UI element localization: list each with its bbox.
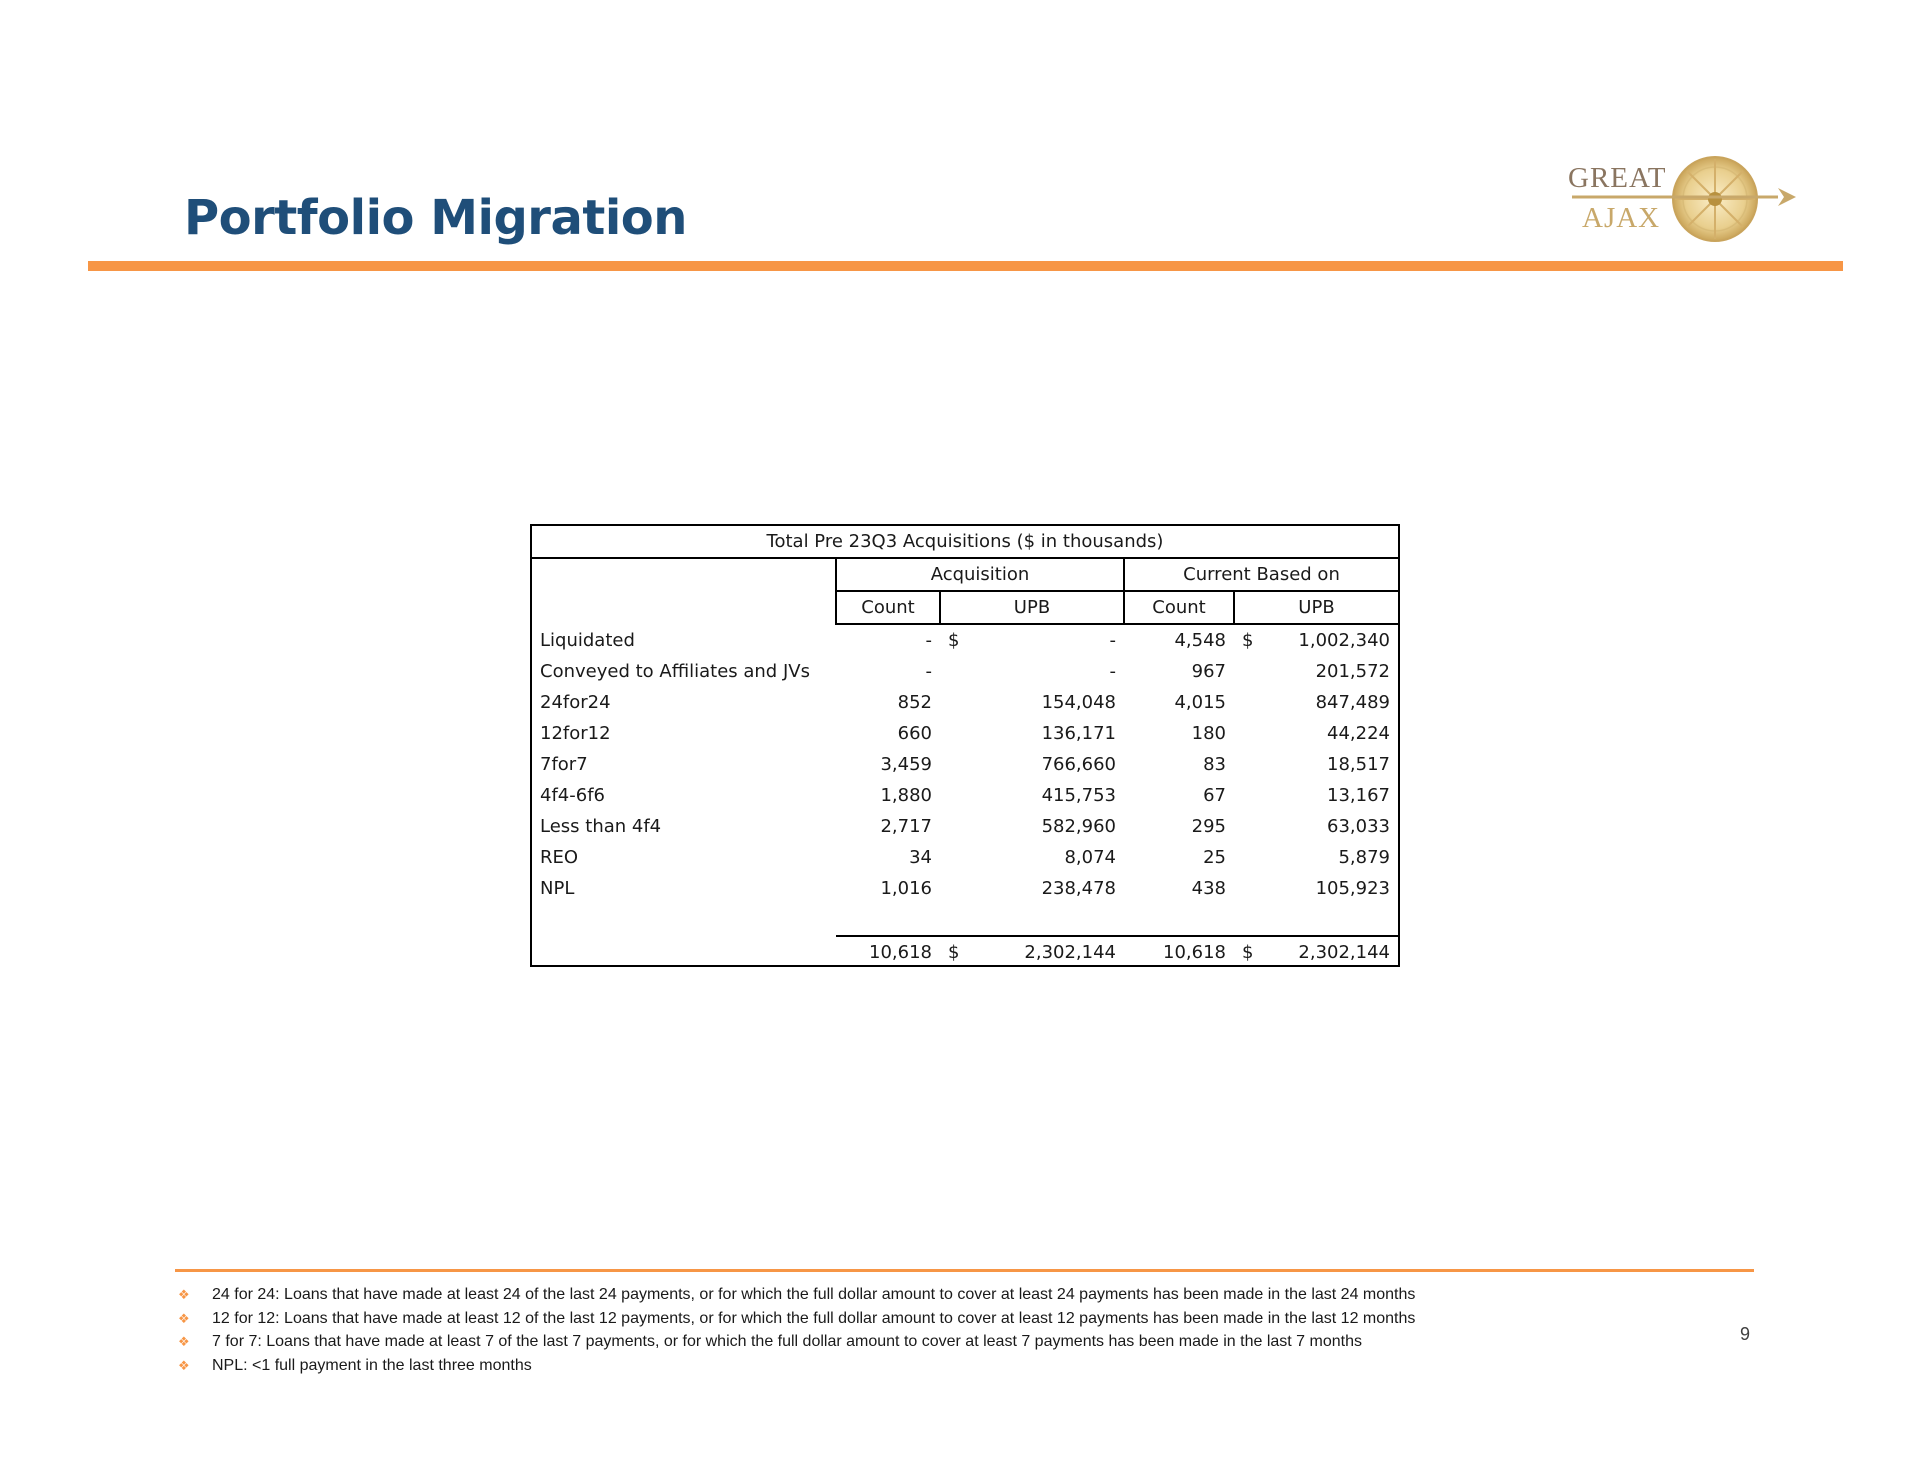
cur-upb: 63,033 bbox=[1327, 816, 1390, 837]
cur-upb: 18,517 bbox=[1327, 754, 1390, 775]
acq-count: 1,880 bbox=[880, 785, 932, 806]
acq-upb: 582,960 bbox=[1041, 816, 1116, 837]
page-title: Portfolio Migration bbox=[184, 190, 687, 246]
footnote-divider bbox=[175, 1269, 1754, 1272]
total-row bbox=[532, 936, 1398, 968]
cur-count: 25 bbox=[1203, 847, 1226, 868]
total-cur-count: 10,618 bbox=[1163, 942, 1226, 963]
footnote-text: 12 for 12: Loans that have made at least 12 of the last 12 payments, or for which the full dollar amount to cover at least 12 payments has been made in the last 12 months bbox=[212, 1309, 1416, 1327]
cur-count: 4,015 bbox=[1174, 692, 1226, 713]
cur-currency bbox=[1234, 687, 1272, 718]
footnote-item bbox=[176, 1283, 1415, 1307]
header-current: Current Based on bbox=[1124, 558, 1398, 591]
total-label bbox=[532, 936, 836, 968]
footnote-text: 7 for 7: Loans that have made at least 7 of the last 7 payments, or for which the full dollar amount to cover at least 7 payments has been made in the last 7 months bbox=[212, 1333, 1362, 1350]
acq-upb: 766,660 bbox=[1041, 754, 1116, 775]
diamond-bullet-icon: ❖ bbox=[178, 1334, 190, 1349]
diamond-bullet-icon: ❖ bbox=[178, 1357, 190, 1373]
acq-upb: 238,478 bbox=[1041, 878, 1116, 899]
row-label: Less than 4f4 bbox=[540, 816, 662, 837]
acq-currency bbox=[940, 656, 978, 687]
spacer-row bbox=[532, 904, 1398, 936]
total-cur-currency: $ bbox=[1242, 942, 1254, 963]
sub-header-row bbox=[532, 591, 1398, 624]
total-cur-upb: 2,302,144 bbox=[1298, 942, 1390, 963]
acq-count: 3,459 bbox=[880, 754, 932, 775]
page-number: 9 bbox=[1740, 1324, 1751, 1344]
cur-upb: 13,167 bbox=[1327, 785, 1390, 806]
cur-count: 438 bbox=[1191, 878, 1226, 899]
header-cur-upb: UPB bbox=[1234, 591, 1398, 624]
acq-upb: 8,074 bbox=[1064, 847, 1116, 868]
cur-upb: 847,489 bbox=[1315, 692, 1390, 713]
acq-upb: 415,753 bbox=[1041, 785, 1116, 806]
acq-currency bbox=[940, 873, 978, 904]
header-acquisition: Acquisition bbox=[836, 558, 1124, 591]
cur-upb: 1,002,340 bbox=[1298, 630, 1390, 651]
acq-currency bbox=[940, 749, 978, 780]
diamond-bullet-icon: ❖ bbox=[178, 1287, 190, 1302]
acq-count: - bbox=[925, 661, 932, 682]
header-divider bbox=[88, 261, 1843, 271]
cur-currency bbox=[1234, 749, 1272, 780]
acq-upb: - bbox=[1109, 630, 1116, 651]
cur-count: 4,548 bbox=[1174, 630, 1226, 651]
acq-count: 2,717 bbox=[880, 816, 932, 837]
total-acq-currency: $ bbox=[948, 942, 960, 963]
row-label: 24for24 bbox=[540, 692, 611, 713]
acq-currency bbox=[940, 780, 978, 811]
row-label: Liquidated bbox=[540, 629, 635, 651]
cur-count: 67 bbox=[1203, 785, 1226, 806]
header-blank bbox=[532, 558, 836, 591]
logo-text-ajax: AJAX bbox=[1582, 202, 1661, 234]
total-acq-count: 10,618 bbox=[869, 942, 932, 963]
table-row bbox=[532, 624, 1398, 656]
footnote-text: NPL: <1 full payment in the last three months bbox=[212, 1356, 532, 1374]
row-label: 4f4-6f6 bbox=[540, 785, 605, 806]
acq-currency: $ bbox=[948, 630, 960, 651]
table-row bbox=[532, 718, 1398, 749]
group-header-row bbox=[532, 558, 1398, 591]
header-blank bbox=[532, 591, 836, 624]
cur-currency bbox=[1234, 873, 1272, 904]
acq-currency bbox=[940, 718, 978, 749]
table-row bbox=[532, 811, 1398, 842]
footnote-item bbox=[176, 1354, 1415, 1378]
cur-upb: 201,572 bbox=[1315, 661, 1390, 682]
header-acq-upb: UPB bbox=[940, 591, 1124, 624]
acq-upb: - bbox=[1109, 661, 1116, 682]
acq-count: 660 bbox=[897, 723, 932, 744]
table-row bbox=[532, 780, 1398, 811]
diamond-bullet-icon: ❖ bbox=[178, 1310, 190, 1326]
row-label: Conveyed to Affiliates and JVs bbox=[540, 661, 810, 682]
cur-currency bbox=[1234, 718, 1272, 749]
header-cur-count: Count bbox=[1124, 591, 1234, 624]
footnote-text: 24 for 24: Loans that have made at least 24 of the last 24 payments, or for which the full dollar amount to cover at least 24 payments has been made in the last 24 months bbox=[212, 1286, 1416, 1303]
portfolio-table-container bbox=[530, 524, 1400, 967]
cur-count: 967 bbox=[1191, 661, 1226, 682]
table-row bbox=[532, 842, 1398, 873]
cur-upb: 5,879 bbox=[1338, 847, 1390, 868]
row-label: NPL bbox=[540, 878, 575, 899]
total-acq-upb: 2,302,144 bbox=[1024, 942, 1116, 963]
cur-upb: 44,224 bbox=[1327, 723, 1390, 744]
footnotes-list bbox=[176, 1283, 1415, 1377]
row-label: 12for12 bbox=[540, 723, 611, 744]
table-row bbox=[532, 656, 1398, 687]
cur-currency bbox=[1234, 656, 1272, 687]
cur-currency bbox=[1234, 780, 1272, 811]
table-caption-row bbox=[532, 526, 1398, 558]
acq-count: 1,016 bbox=[880, 878, 932, 899]
row-label: REO bbox=[540, 847, 579, 868]
cur-currency: $ bbox=[1242, 630, 1254, 651]
cur-currency bbox=[1234, 811, 1272, 842]
acq-currency bbox=[940, 842, 978, 873]
cur-count: 295 bbox=[1191, 816, 1226, 837]
acq-currency bbox=[940, 811, 978, 842]
cur-count: 83 bbox=[1203, 754, 1226, 775]
acq-count: - bbox=[925, 630, 932, 651]
table-row bbox=[532, 873, 1398, 904]
table-row bbox=[532, 749, 1398, 780]
table-row bbox=[532, 687, 1398, 718]
great-ajax-logo bbox=[1560, 150, 1800, 245]
cur-currency bbox=[1234, 842, 1272, 873]
acq-upb: 154,048 bbox=[1041, 692, 1116, 713]
footnote-item bbox=[176, 1330, 1415, 1354]
acq-currency bbox=[940, 687, 978, 718]
logo-text-great: GREAT bbox=[1568, 162, 1667, 194]
acq-count: 852 bbox=[897, 692, 932, 713]
portfolio-migration-table bbox=[532, 526, 1398, 968]
row-label: 7for7 bbox=[540, 754, 588, 775]
header-acq-count: Count bbox=[836, 591, 940, 624]
acq-count: 34 bbox=[909, 847, 932, 868]
acq-upb: 136,171 bbox=[1041, 723, 1116, 744]
table-caption: Total Pre 23Q3 Acquisitions ($ in thousands) bbox=[532, 526, 1398, 558]
cur-upb: 105,923 bbox=[1315, 878, 1390, 899]
cur-count: 180 bbox=[1191, 723, 1226, 744]
footnote-item bbox=[176, 1307, 1415, 1331]
